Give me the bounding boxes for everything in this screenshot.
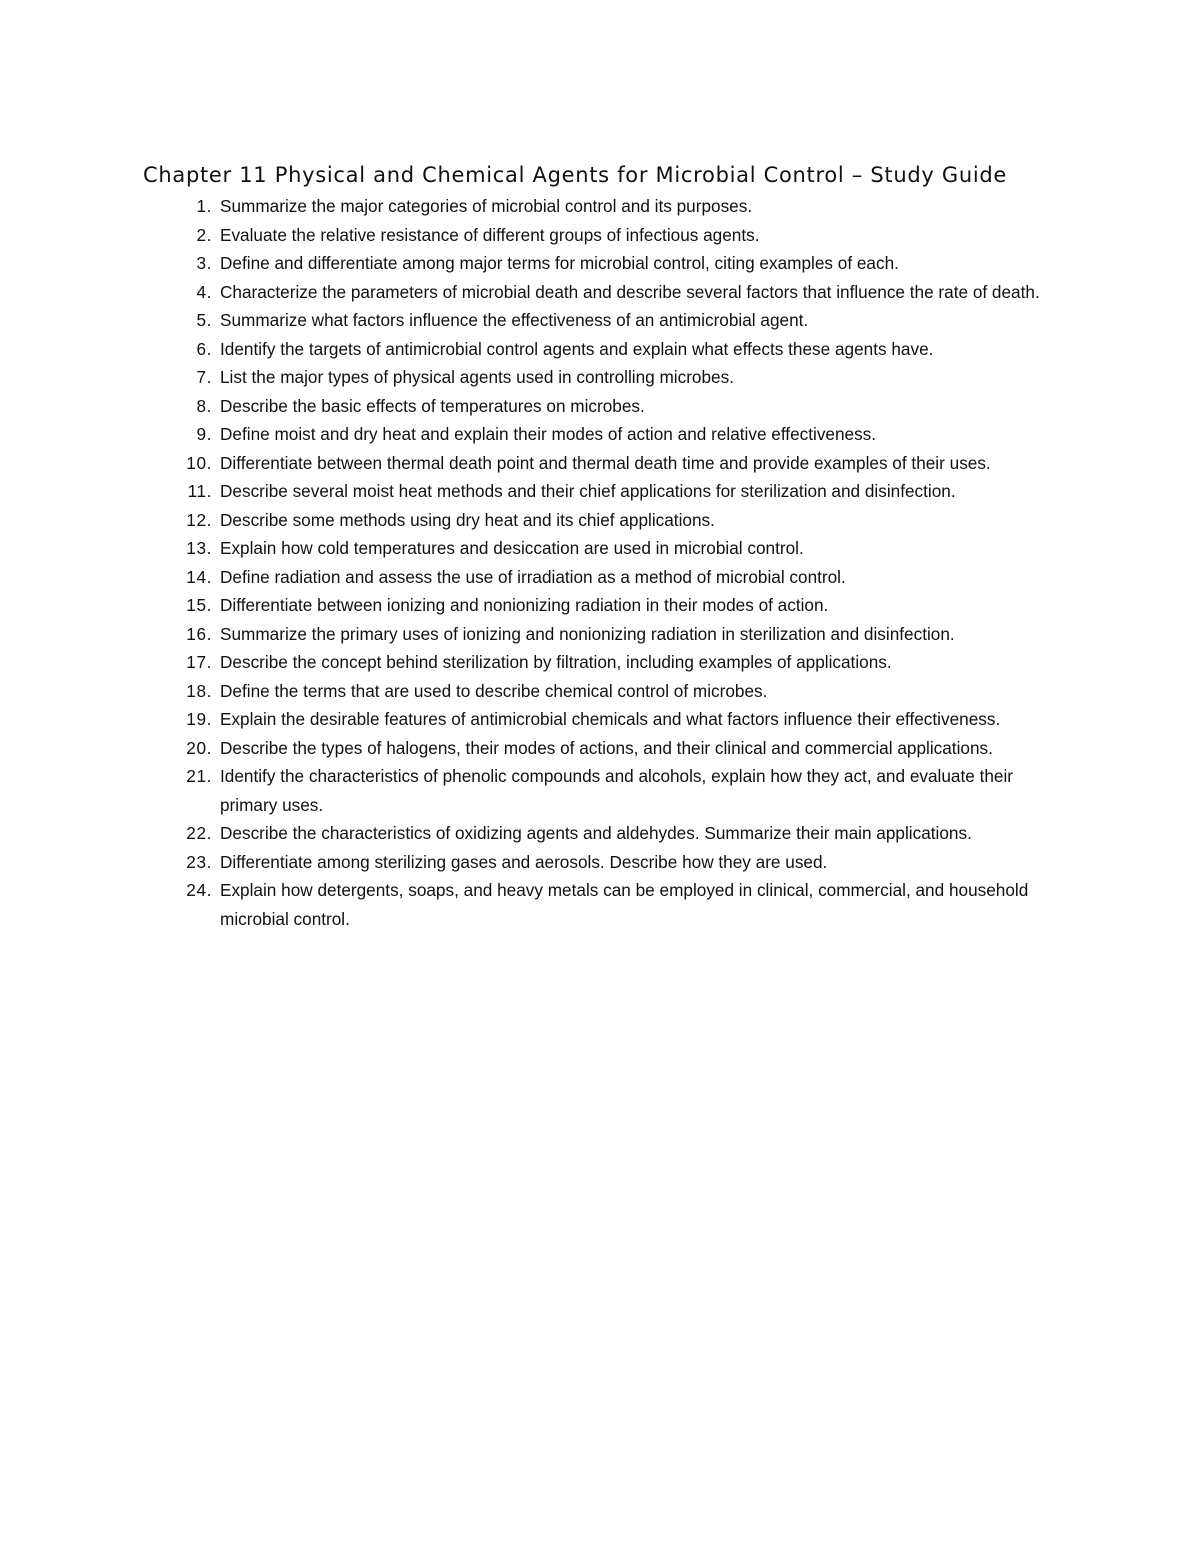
objective-number: 13. [186, 538, 212, 558]
objective-text: Differentiate among sterilizing gases and aerosols. Describe how they are used. [220, 851, 828, 872]
objective-text: Identify the targets of antimicrobial control agents and explain what effects these agents have. [220, 338, 934, 359]
document-body [143, 162, 1043, 933]
objective-number: 19. [186, 709, 212, 729]
objective-text: Define the terms that are used to describe chemical control of microbes. [220, 680, 768, 701]
objective-number: 17. [186, 652, 212, 672]
objective-item [143, 449, 1043, 478]
objective-text: Summarize the primary uses of ionizing and nonionizing radiation in sterilization and disinfection. [220, 623, 955, 644]
objective-item [143, 335, 1043, 364]
objective-number: 15. [186, 595, 212, 615]
objective-text: Define radiation and assess the use of irradiation as a method of microbial control. [220, 566, 846, 587]
objective-number: 23. [186, 851, 212, 872]
objective-text: Explain how detergents, soaps, and heavy metals can be employed in clinical, commercial, and household microbial control. [220, 880, 1029, 929]
objective-item [143, 734, 1043, 763]
objective-item [143, 591, 1043, 620]
objective-item [143, 477, 1043, 506]
objective-number: 22. [186, 823, 212, 843]
objective-item [143, 762, 1043, 819]
objective-number: 24. [186, 880, 212, 900]
objective-item [143, 648, 1043, 677]
objective-number: 8. [196, 395, 212, 416]
objective-text: Describe several moist heat methods and their chief applications for sterilization and disinfection. [220, 481, 956, 501]
objective-text: Characterize the parameters of microbial death and describe several factors that influence the rate of death. [220, 281, 1040, 302]
objective-text: Evaluate the relative resistance of different groups of infectious agents. [220, 224, 760, 245]
objective-text: Describe the basic effects of temperatures on microbes. [220, 395, 645, 416]
objective-item [143, 363, 1043, 392]
objective-item [143, 620, 1043, 649]
objective-number: 14. [186, 566, 212, 587]
objective-item [143, 192, 1043, 221]
objectives-list [143, 192, 1043, 933]
objective-item [143, 705, 1043, 734]
objective-text: Identify the characteristics of phenolic compounds and alcohols, explain how they act, and evaluate their primary uses. [220, 766, 1014, 815]
objective-text: Describe the concept behind sterilization by filtration, including examples of applications. [220, 652, 892, 672]
objective-number: 1. [196, 196, 212, 216]
objective-number: 6. [196, 338, 212, 359]
objective-number: 12. [186, 509, 212, 530]
objective-item [143, 306, 1043, 335]
objective-item [143, 249, 1043, 278]
objective-text: Define and differentiate among major terms for microbial control, citing examples of each. [220, 253, 899, 273]
objective-text: Summarize what factors influence the effectiveness of an antimicrobial agent. [220, 310, 809, 330]
objective-item [143, 563, 1043, 592]
objective-item [143, 278, 1043, 307]
objective-item [143, 221, 1043, 250]
objective-text: Explain how cold temperatures and desiccation are used in microbial control. [220, 538, 804, 558]
objective-number: 20. [186, 737, 212, 758]
objective-number: 18. [186, 680, 212, 701]
objective-item [143, 848, 1043, 877]
document-title: Chapter 11 Physical and Chemical Agents for Microbial Control – Study Guide [143, 163, 1008, 187]
objective-number: 16. [186, 623, 212, 644]
objective-text: List the major types of physical agents used in controlling microbes. [220, 367, 734, 387]
objective-number: 5. [196, 310, 212, 330]
objective-text: Describe some methods using dry heat and its chief applications. [220, 509, 715, 530]
objective-number: 11. [187, 481, 212, 501]
objective-text: Describe the types of halogens, their modes of actions, and their clinical and commercial applications. [220, 737, 993, 758]
objective-item [143, 392, 1043, 421]
objective-item [143, 420, 1043, 449]
objective-text: Define moist and dry heat and explain their modes of action and relative effectiveness. [220, 424, 877, 444]
objective-number: 2. [196, 224, 212, 245]
objective-number: 4. [196, 281, 212, 302]
objective-text: Describe the characteristics of oxidizing agents and aldehydes. Summarize their main applications. [220, 823, 972, 843]
objective-item [143, 506, 1043, 535]
objective-item [143, 677, 1043, 706]
objective-number: 9. [196, 424, 212, 444]
objective-text: Differentiate between thermal death point and thermal death time and provide examples of their uses. [220, 452, 991, 473]
objective-number: 3. [196, 253, 212, 273]
objective-text: Explain the desirable features of antimicrobial chemicals and what factors influence their effectiveness. [220, 709, 1001, 729]
objective-number: 21. [186, 766, 212, 786]
objective-number: 7. [196, 367, 212, 387]
objective-number: 10. [186, 452, 212, 473]
objective-item [143, 876, 1043, 933]
objective-item [143, 534, 1043, 563]
objective-item [143, 819, 1043, 848]
objective-text: Differentiate between ionizing and nonionizing radiation in their modes of action. [220, 595, 829, 615]
objective-text: Summarize the major categories of microbial control and its purposes. [220, 196, 753, 216]
